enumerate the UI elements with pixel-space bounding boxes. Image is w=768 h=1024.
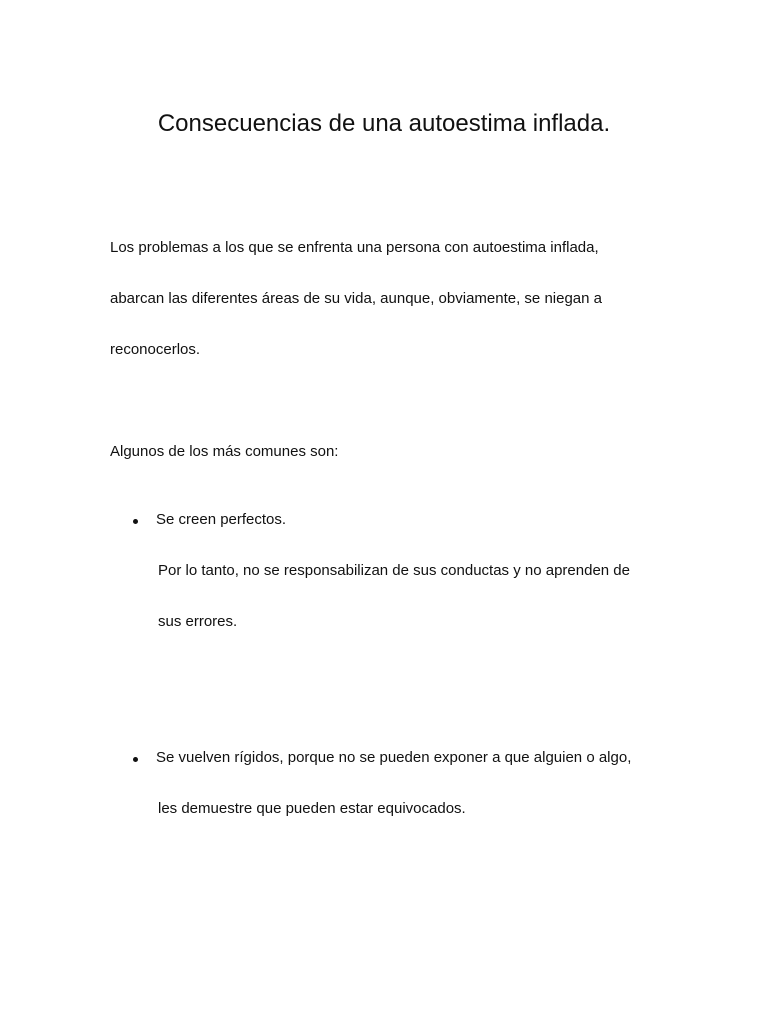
bullet-lead: Se vuelven rígidos, porque no se pueden exponer a que alguien o algo, — [156, 749, 632, 766]
bullet-dot — [133, 519, 138, 524]
bullet-lead: Se creen perfectos. — [156, 511, 287, 528]
paragraph-line: reconocerlos. — [110, 341, 201, 358]
paragraph-line: Los problemas a los que se enfrenta una persona con autoestima inflada, — [110, 239, 599, 256]
bullet-dot — [133, 757, 138, 762]
list-intro: Algunos de los más comunes son: — [110, 443, 339, 460]
bullet-continuation: les demuestre que pueden estar equivocados. — [158, 800, 466, 817]
bullet-continuation: sus errores. — [158, 613, 238, 630]
bullet-continuation: Por lo tanto, no se responsabilizan de sus conductas y no aprenden de — [158, 562, 630, 579]
document-title: Consecuencias de una autoestima inflada. — [157, 110, 611, 137]
paragraph-line: abarcan las diferentes áreas de su vida, aunque, obviamente, se niegan a — [110, 290, 602, 307]
